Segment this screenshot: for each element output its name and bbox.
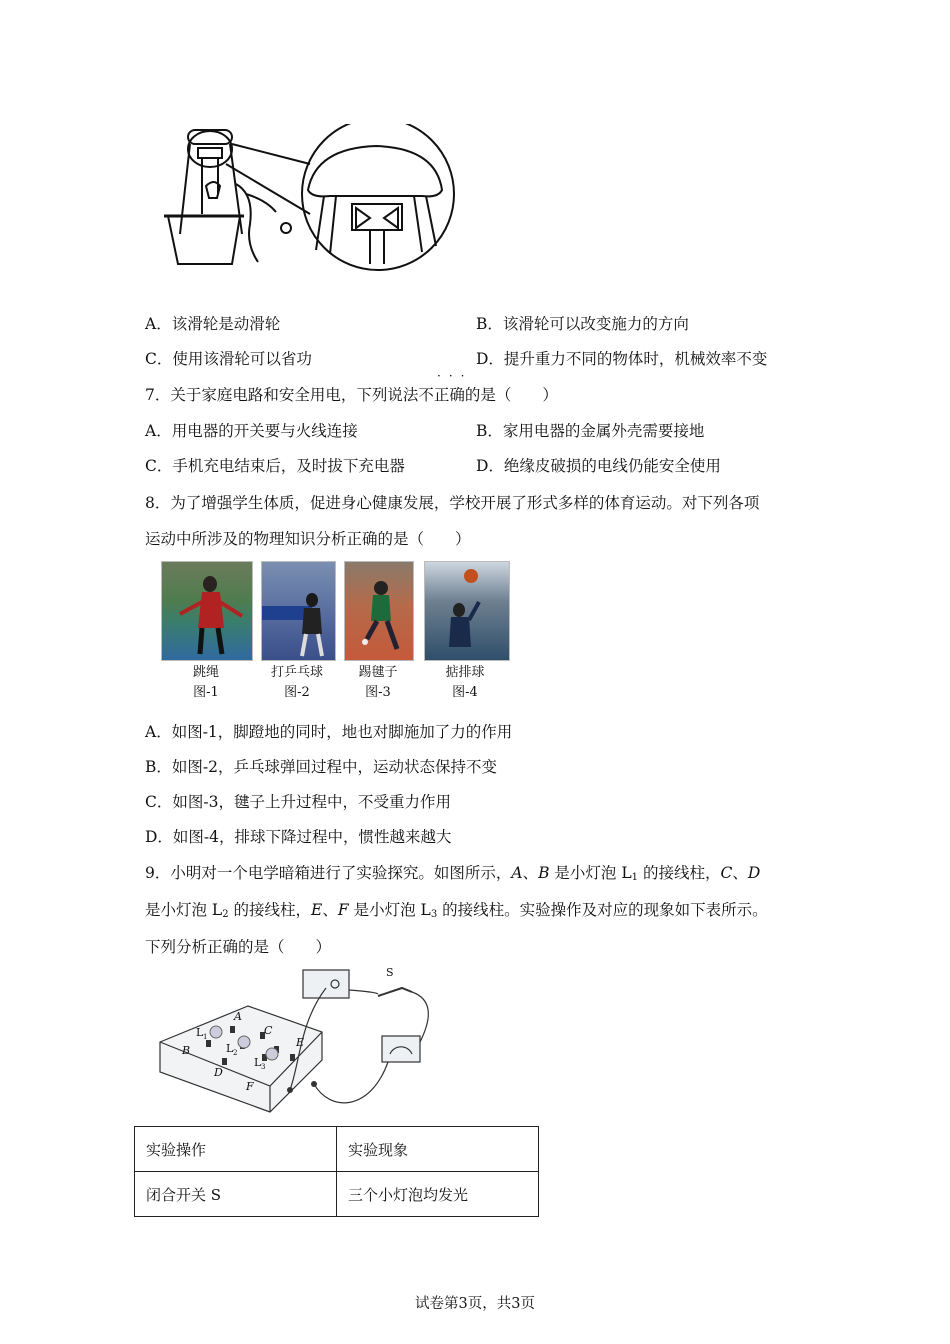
caption-jump-rope: 跳绳	[192, 665, 219, 680]
circuit-box-diagram	[150, 962, 450, 1120]
q8-stem-line1: 8．为了增强学生体质，促进身心健康发展，学校开展了形式多样的体育运动。对下列各项	[145, 494, 760, 512]
label-a: A	[234, 1010, 242, 1023]
q7-option-b: B．家用电器的金属外壳需要接地	[476, 422, 705, 440]
label-e: E	[296, 1036, 305, 1049]
caption-fig-1: 图-1	[193, 685, 219, 700]
q8-stem-line2: 运动中所涉及的物理知识分析正确的是（ ）	[145, 530, 471, 548]
q8-option-d: D．如图-4，排球下降过程中，惯性越来越大	[145, 828, 452, 846]
table-header-row	[135, 1127, 539, 1172]
q6-option-a: A．该滑轮是动滑轮	[145, 315, 281, 333]
caption-fig-2: 图-2	[284, 685, 310, 700]
photo-jump-rope	[161, 561, 253, 661]
emphasis-dots: ···	[437, 369, 473, 383]
table-header-cell: 实验现象	[337, 1127, 539, 1172]
label-l1-sub: 1	[203, 1033, 208, 1041]
q9-stem-line1: 9．小明对一个电学暗箱进行了实验探究。如图所示，A、B 是小灯泡 $L_1$ 的接线柱，C、D	[145, 864, 761, 883]
q7-option-c: C．手机充电结束后，及时拔下充电器	[145, 457, 405, 475]
label-l1: L	[196, 1026, 204, 1039]
table-row	[135, 1172, 539, 1217]
table-cell: 闭合开关 S	[135, 1172, 337, 1217]
table-cell: 三个小灯泡均发光	[337, 1172, 539, 1217]
caption-ping-pong: 打乒乓球	[270, 665, 323, 680]
label-b: B	[182, 1044, 191, 1057]
photo-shuttlecock	[344, 561, 414, 661]
pulley-illustration	[160, 124, 460, 274]
q6-option-c: C．使用该滑轮可以省功	[145, 350, 312, 368]
label-l2-sub: 2	[233, 1049, 238, 1057]
q7-option-d: D．绝缘皮破损的电线仍能安全使用	[476, 457, 721, 475]
q7-stem: 7．关于家庭电路和安全用电，下列说法不正确的是（ ）	[145, 386, 558, 404]
caption-fig-3: 图-3	[365, 685, 391, 700]
photo-ping-pong	[261, 561, 336, 661]
page-footer: 试卷第3页，共3页	[415, 1296, 535, 1312]
q6-option-b: B．该滑轮可以改变施力的方向	[476, 315, 689, 333]
caption-fig-4: 图-4	[452, 685, 478, 700]
label-l3-sub: 3	[261, 1063, 266, 1071]
q7-option-a: A．用电器的开关要与火线连接	[145, 422, 358, 440]
q9-stem-line2: 是小灯泡 $L_2$ 的接线柱，E、F 是小灯泡 $L_3$ 的接线柱。实验操作及对应的现象如下表所示。	[145, 901, 768, 920]
q8-option-b: B．如图-2，乒乓球弹回过程中，运动状态保持不变	[145, 758, 497, 776]
experiment-table	[134, 1126, 539, 1217]
q6-option-d: D．提升重力不同的物体时，机械效率不变	[476, 350, 768, 368]
label-l3: L	[254, 1056, 262, 1069]
q8-option-c: C．如图-3，毽子上升过程中，不受重力作用	[145, 793, 451, 811]
q9-stem-line3: 下列分析正确的是（ ）	[145, 938, 332, 956]
photo-volleyball	[424, 561, 510, 661]
label-s: S	[386, 966, 394, 979]
q8-option-a: A．如图-1，脚蹬地的同时，地也对脚施加了力的作用	[145, 723, 513, 741]
label-l2: L	[226, 1042, 234, 1055]
table-header-cell: 实验操作	[135, 1127, 337, 1172]
label-c: C	[264, 1024, 273, 1037]
caption-shuttlecock: 踢毽子	[358, 665, 398, 680]
label-d: D	[214, 1066, 223, 1079]
label-f: F	[246, 1080, 254, 1093]
caption-volleyball: 掂排球	[445, 665, 485, 680]
